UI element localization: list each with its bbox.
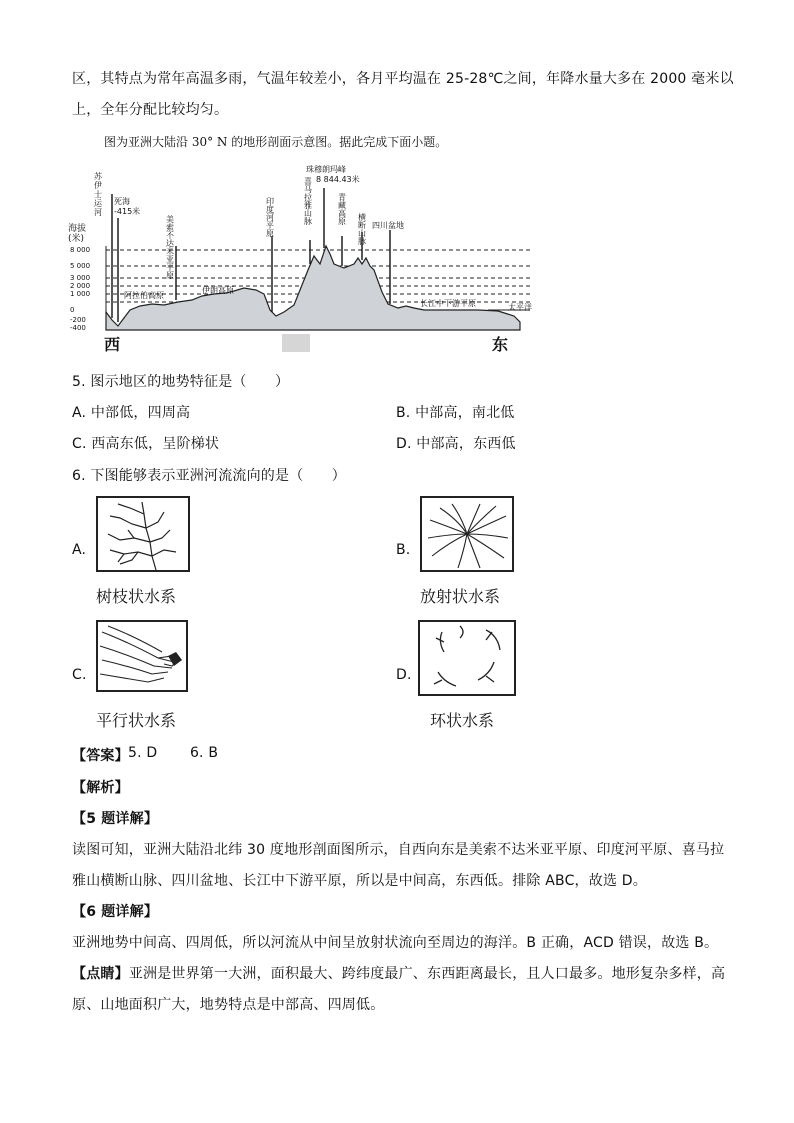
tip-tag: 【点睛】: [72, 966, 129, 982]
q6-d-letter: D.: [396, 667, 412, 683]
q6-stem: 6. 下图能够表示亚洲河流流向的是（ ）: [72, 468, 347, 484]
tick-5000: 5 000: [70, 262, 91, 270]
q6-b-name: 放射状水系: [420, 587, 501, 606]
label-yangtze: 长江中下游平原: [420, 299, 476, 308]
q6-c-letter: C.: [72, 667, 87, 683]
detail-5-line-1: 读图可知，亚洲大陆沿北纬 30 度地形剖面图所示，自西向东是美索不达米亚平原、印度河平原、喜马拉: [72, 842, 725, 858]
blur-mark: [282, 334, 310, 352]
q6-b-diagram: [420, 496, 514, 572]
tick-3000: 3 000: [70, 274, 91, 282]
tick-minus400: -400: [70, 324, 86, 332]
intro-line-1: 区，其特点为常年高温多雨，气温年较差小，各月平均温在 25-28℃之间，年降水量大多在 2000 毫米以: [72, 71, 734, 87]
detail-5-tag: 【5 题详解】: [72, 811, 159, 827]
lake-mark: [168, 652, 182, 666]
tick-1000: 1 000: [70, 290, 91, 298]
label-suez: 苏伊士运河: [94, 172, 102, 217]
parallel-river-icon: [98, 622, 186, 690]
answer-text: 5. D 6. B: [128, 745, 219, 761]
annular-river-icon: [420, 622, 514, 694]
label-east: 东: [492, 335, 509, 354]
q6-c-name: 平行状水系: [96, 711, 177, 730]
detail-5-line-2: 雅山横断山脉、四川盆地、长江中下游平原，所以是中间高，东西低。排除 ABC，故选 D。: [72, 873, 647, 889]
tick-0: 0: [70, 306, 75, 314]
tip-line-1: [72, 963, 725, 983]
tick-8000: 8 000: [70, 246, 91, 254]
detail-6-tag: 【6 题详解】: [72, 904, 159, 920]
q6-d-diagram: [418, 620, 516, 696]
q5-option-d: D. 中部高，东西低: [396, 436, 516, 452]
q6-d-name: 环状水系: [430, 711, 495, 730]
label-dead-sea-depth: -415米: [114, 207, 141, 216]
answer-tag: 【答案】: [72, 748, 129, 764]
y-axis-title: 海拔(米): [68, 224, 87, 244]
q5-option-a: A. 中部低，四周高: [72, 405, 191, 421]
tip-line-2: 原、山地面积广大，地势特点是中部高、四周低。: [72, 997, 385, 1013]
q6-b-letter: B.: [396, 542, 411, 558]
q6-a-diagram: [96, 496, 190, 572]
analysis-tag: 【解析】: [72, 780, 129, 796]
label-sichuan: 四川盆地: [372, 221, 404, 230]
detail-6-line-1: 亚洲地势中间高、四周低，所以河流从中间呈放射状流向至周边的海洋。B 正确，ACD 错误，故选 B。: [72, 935, 719, 951]
figure-caption: 图为亚洲大陆沿 30° N 的地形剖面示意图。据此完成下面小题。: [104, 135, 448, 149]
label-iran-plateau: 伊朗高原: [202, 286, 234, 295]
terrain-profile-figure: [68, 160, 540, 354]
q5-option-c: C. 西高东低，呈阶梯状: [72, 436, 220, 452]
radial-river-icon: [422, 498, 512, 570]
q5-stem: 5. 图示地区的地势特征是（ ）: [72, 374, 290, 390]
label-indus: 印度河平原: [266, 197, 274, 238]
q5-option-b: B. 中部高，南北低: [396, 405, 515, 421]
tick-2000: 2 000: [70, 282, 91, 290]
q6-c-diagram: [96, 620, 188, 692]
tip-text-1: 亚洲是世界第一大洲，面积最大、跨纬度最广、东西距离最长，且人口最多。地形复杂多样，高: [128, 966, 726, 982]
label-himalaya: 喜马拉雅山脉: [304, 177, 312, 226]
label-arabian: 阿拉伯高原: [124, 291, 164, 300]
intro-line-2: 上，全年分配比较均匀。: [72, 102, 229, 118]
label-mesopotamia: 美索不达米亚平原: [166, 215, 174, 280]
label-everest-height: 8 844.43米: [316, 175, 360, 184]
tick-minus200: -200: [70, 316, 86, 324]
label-west: 西: [104, 335, 121, 354]
label-dead-sea: 死海: [114, 197, 130, 206]
label-tibet: 青藏高原: [338, 193, 346, 226]
label-everest: 珠穆朗玛峰: [306, 165, 346, 174]
label-pacific: 太平洋: [508, 303, 532, 312]
q6-a-name: 树枝状水系: [96, 587, 177, 606]
q6-a-letter: A.: [72, 542, 87, 558]
dendritic-river-icon: [98, 498, 188, 570]
label-hengduan: 横断山脉: [358, 213, 366, 246]
